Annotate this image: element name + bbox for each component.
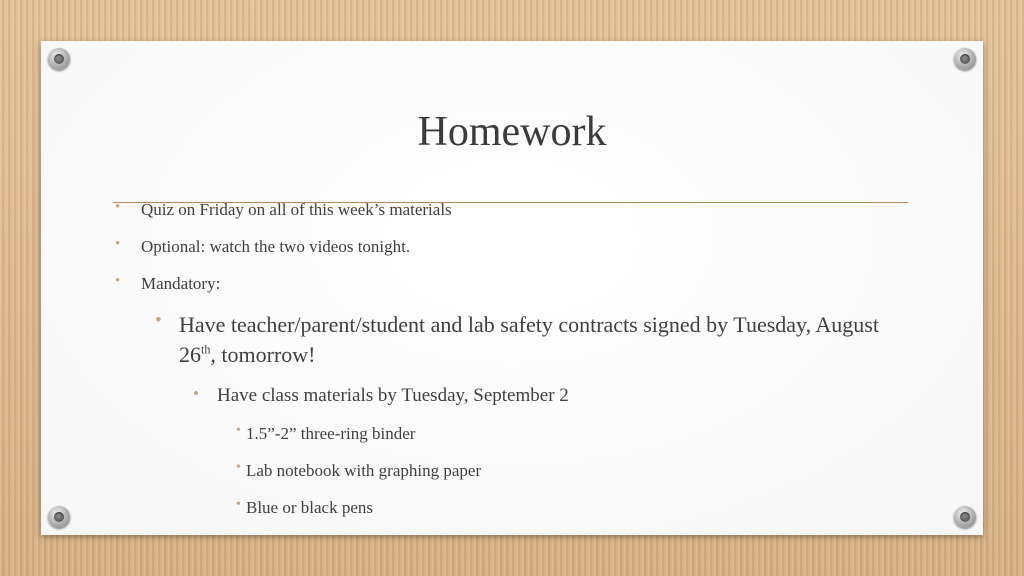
slide-card <box>41 41 983 535</box>
bullet-list <box>41 41 983 535</box>
bullet-text: Quiz on Friday on all of this week’s materials <box>141 200 452 219</box>
bullet-text: Blue or black pens <box>246 498 373 517</box>
bullet-item <box>115 199 452 220</box>
bullet-item-sub-sub <box>193 384 569 408</box>
bullet-text: Have class materials by Tuesday, September 2 <box>217 385 569 406</box>
bullet-text-part: , tomorrow! <box>210 341 316 367</box>
bullet-text <box>179 312 879 367</box>
bullet-text-part: Have teacher/parent/student and lab safety contracts signed by Tuesday, August 26 <box>179 312 879 367</box>
bullet-item <box>115 273 221 294</box>
bullet-dot-icon: • <box>155 310 162 331</box>
bullet-dot-icon: • <box>115 273 121 289</box>
bullet-text: Mandatory: <box>141 274 221 293</box>
bullet-text: Optional: watch the two videos tonight. <box>141 237 411 256</box>
bullet-text: 1.5”-2” three-ring binder <box>246 424 416 443</box>
bullet-dot-icon: • <box>236 497 241 512</box>
bullet-dot-icon: • <box>236 460 241 475</box>
bullet-item-level4 <box>236 423 416 444</box>
ordinal-suffix: th <box>201 342 211 357</box>
bullet-item <box>115 236 411 257</box>
bullet-dot-icon: • <box>193 384 199 403</box>
slide-title: Homework <box>417 109 607 155</box>
bullet-dot-icon: • <box>115 236 121 252</box>
bullet-dot-icon: • <box>236 423 241 438</box>
bullet-item-level4 <box>236 460 482 481</box>
bullet-text: Lab notebook with graphing paper <box>246 461 482 480</box>
bullet-item-sub <box>155 310 919 369</box>
bullet-item-level4 <box>236 497 373 518</box>
bullet-dot-icon: • <box>115 199 121 215</box>
